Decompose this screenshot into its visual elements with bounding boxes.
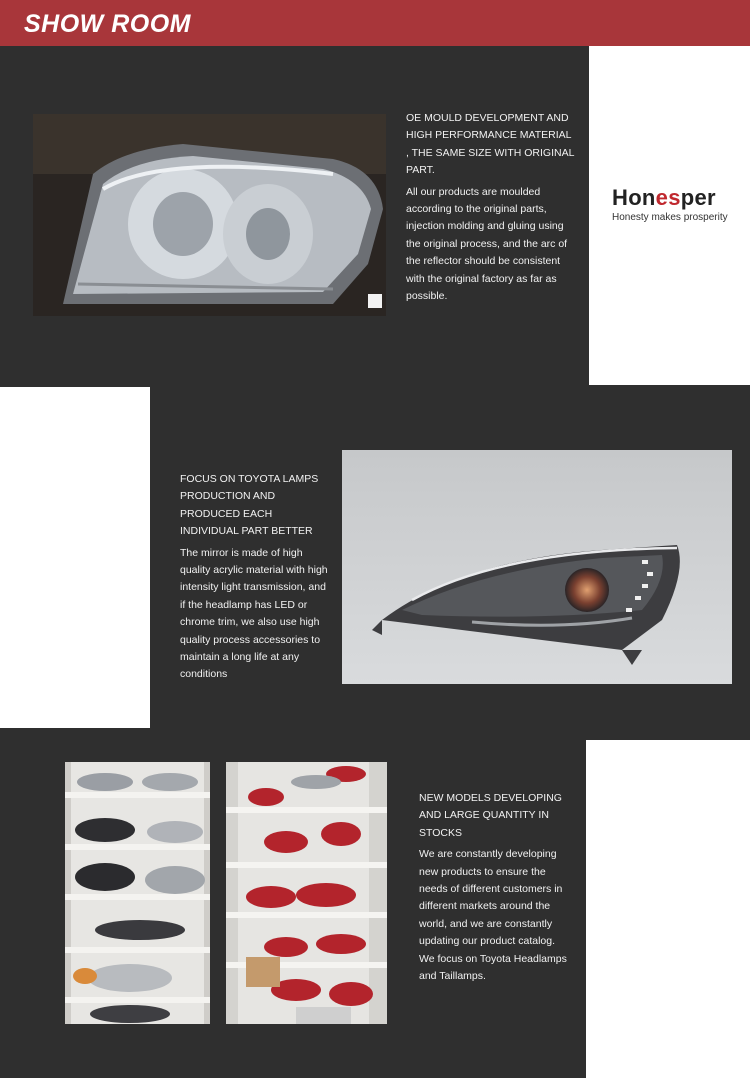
section-heading-1: OE MOULD DEVELOPMENT AND HIGH PERFORMANCE MATERIAL , THE SAME SIZE WITH ORIGINAL PART. bbox=[406, 112, 575, 177]
section-heading-3: NEW MODELS DEVELOPING AND LARGE QUANTITY IN STOCKS bbox=[419, 792, 562, 839]
section-text-3 bbox=[419, 790, 571, 985]
showroom-shelf-photo-2 bbox=[226, 762, 387, 1024]
white-panel-left bbox=[0, 387, 150, 728]
page-title: SHOW ROOM bbox=[24, 10, 191, 38]
brand-name: Honesper bbox=[612, 185, 716, 210]
section-text-2 bbox=[180, 471, 332, 684]
showroom-shelf-photo-1 bbox=[65, 762, 210, 1024]
section-text-1 bbox=[406, 110, 576, 305]
headlamp-photo-1 bbox=[33, 114, 386, 316]
section-heading-2: FOCUS ON TOYOTA LAMPS PRODUCTION AND PRODUCED EACH INDIVIDUAL PART BETTER bbox=[180, 473, 319, 538]
section-header-bar bbox=[0, 0, 750, 46]
section-body-3: We are constantly developing new products to ensure the needs of different customers in different markets around the world, and we are constantly updating our product catalog. We focus on Toyota Headlamps and Taillamps. bbox=[419, 848, 567, 983]
brand-tagline: Honesty makes prosperity bbox=[612, 212, 728, 223]
white-panel-bottom bbox=[586, 740, 750, 1078]
headlamp-render-photo bbox=[342, 450, 732, 684]
section-body-1: All our products are moulded according to the original parts, injection molding and gluing using the original process, and the arc of the reflector should be consistent with the original factory as far as possible. bbox=[406, 185, 568, 303]
brand-logo bbox=[612, 186, 728, 223]
section-body-2: The mirror is made of high quality acrylic material with high intensity light transmission, and if the headlamp has LED or chrome trim, we also use high quality process accessories to maintain a long life at any conditions bbox=[180, 546, 328, 681]
